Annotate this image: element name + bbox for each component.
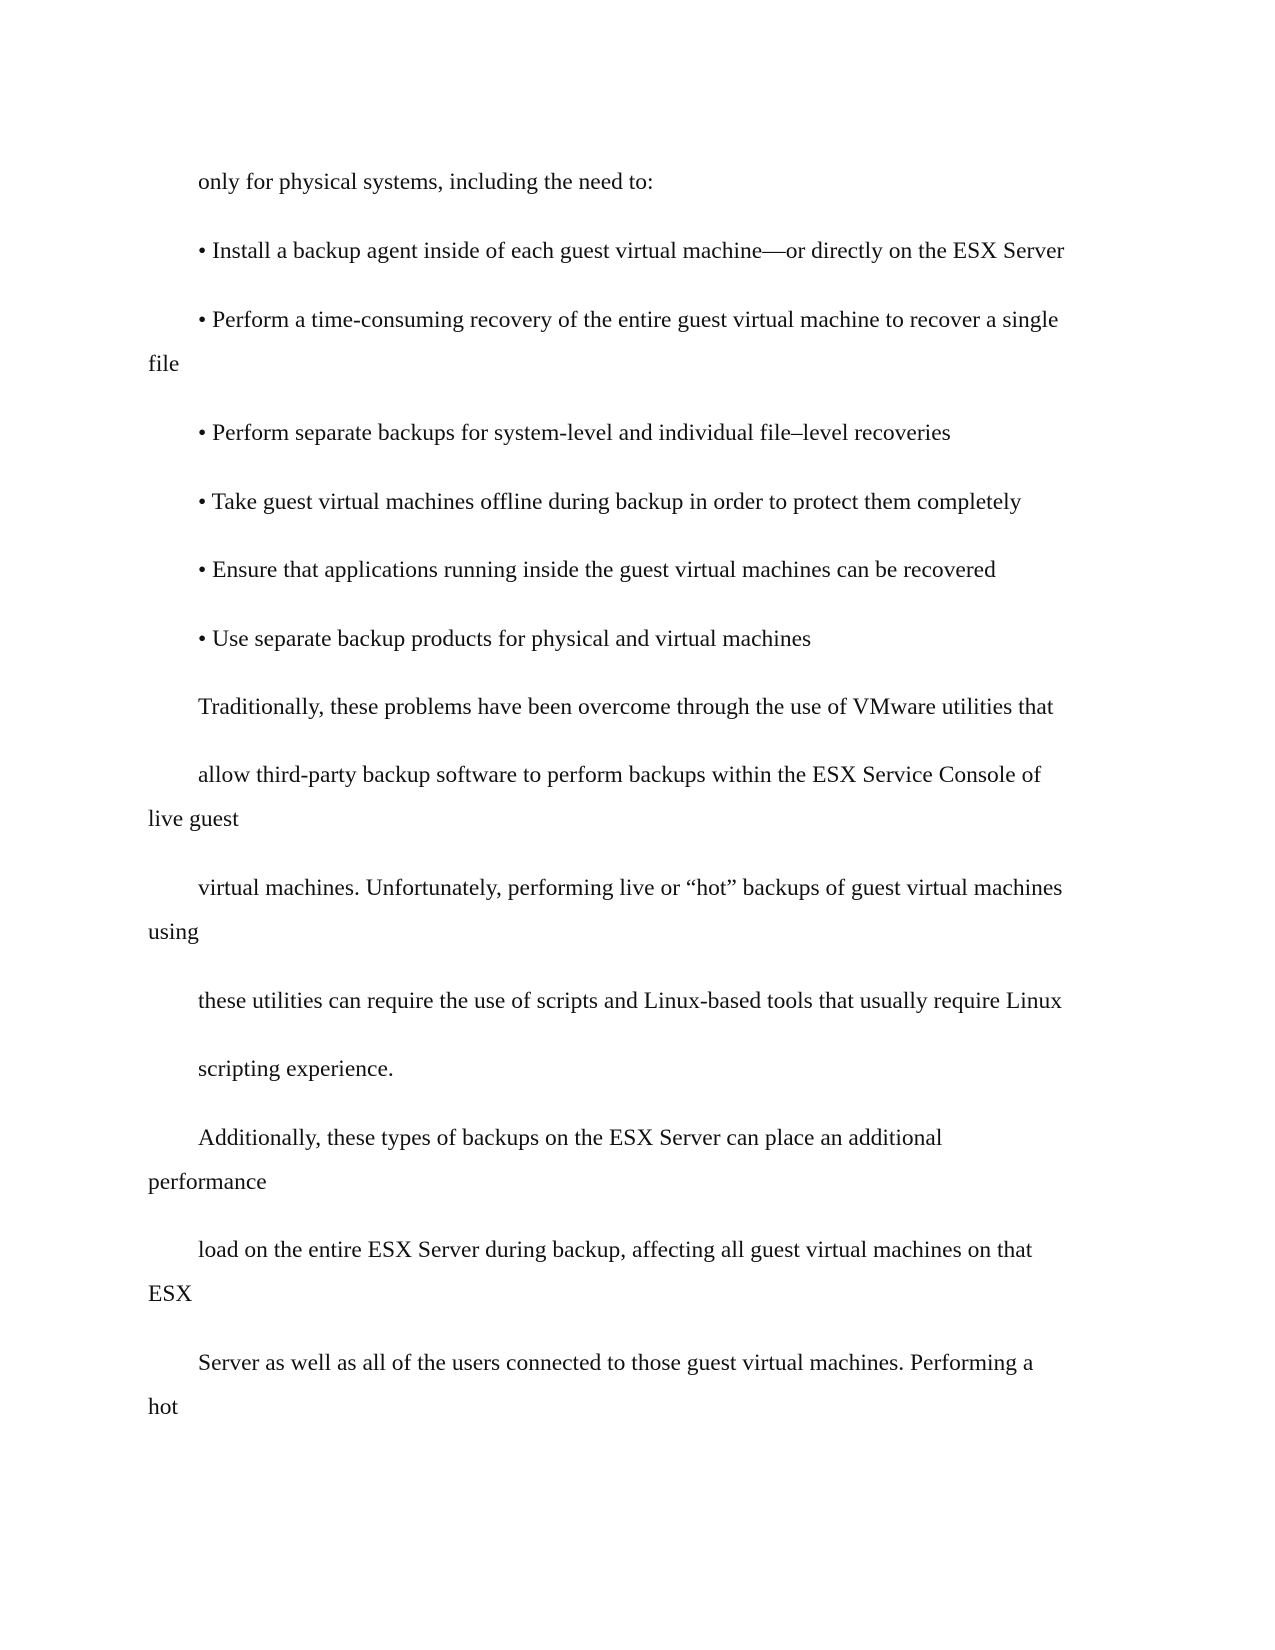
text-line: only for physical systems, including the need to:	[198, 169, 654, 195]
text-line: these utilities can require the use of scripts and Linux-based tools that usually require Linux	[198, 988, 1063, 1014]
bullet-item-separate-products: • Use separate backup products for physical and virtual machines	[198, 626, 812, 652]
text-line: Additionally, these types of backups on the ESX Server can place an additional	[198, 1125, 943, 1151]
bullet-item-install-agent: • Install a backup agent inside of each guest virtual machine—or directly on the ESX Server	[198, 238, 1065, 264]
text-line: hot	[148, 1394, 179, 1420]
text-line: Traditionally, these problems have been overcome through the use of VMware utilities that	[198, 694, 1054, 720]
text-line: Server as well as all of the users connected to those guest virtual machines. Performing a	[198, 1350, 1034, 1376]
text-line: ESX	[148, 1281, 193, 1307]
bullet-item-take-offline: • Take guest virtual machines offline during backup in order to protect them completely	[198, 489, 1022, 515]
bullet-item-ensure-applications: • Ensure that applications running inside the guest virtual machines can be recovered	[198, 557, 996, 583]
text-line: virtual machines. Unfortunately, performing live or “hot” backups of guest virtual machines	[198, 875, 1063, 901]
text-line: live guest	[148, 806, 239, 832]
text-line: performance	[148, 1169, 267, 1195]
text-line: file	[148, 351, 180, 377]
text-line: using	[148, 919, 199, 945]
text-line: load on the entire ESX Server during backup, affecting all guest virtual machines on that	[198, 1237, 1033, 1263]
text-line: scripting experience.	[198, 1056, 394, 1082]
bullet-item-separate-backups: • Perform separate backups for system-level and individual file–level recoveries	[198, 420, 951, 446]
bullet-item-time-consuming-recovery: • Perform a time-consuming recovery of the entire guest virtual machine to recover a single	[198, 307, 1059, 333]
text-line: allow third-party backup software to perform backups within the ESX Service Console of	[198, 762, 1042, 788]
